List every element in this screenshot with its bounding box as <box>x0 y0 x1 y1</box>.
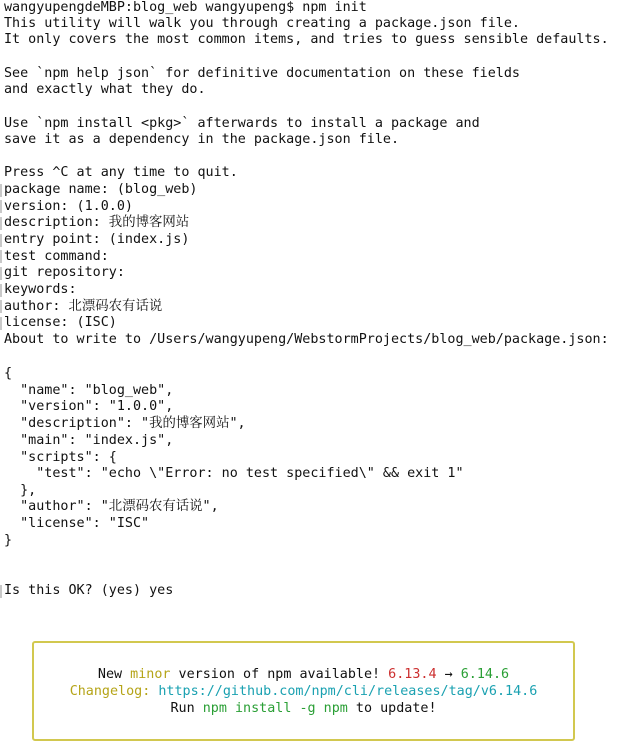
prompt-git-repository: git repository: <box>4 265 125 280</box>
json-line: "name": "blog_web", <box>4 383 174 398</box>
line-marker <box>0 300 2 313</box>
terminal-line: About to write to /Users/wangyupeng/WebstormProjects/blog_web/package.json: <box>4 332 609 347</box>
update-version-line <box>34 667 573 683</box>
json-line: "version": "1.0.0", <box>4 399 174 414</box>
prompt-package-name: package name: (blog_web) <box>4 182 198 197</box>
changelog-line <box>34 684 573 700</box>
prompt-version: version: (1.0.0) <box>4 199 133 214</box>
changelog-link[interactable]: https://github.com/npm/cli/releases/tag/v6.14.6 <box>158 684 538 699</box>
run-text: Run <box>170 701 203 716</box>
arrow-icon: → <box>436 667 461 682</box>
line-marker <box>0 317 2 330</box>
changelog-label: Changelog: <box>69 684 159 699</box>
prompt-entry-point: entry point: (index.js) <box>4 232 190 247</box>
terminal-line: Press ^C at any time to quit. <box>4 165 238 180</box>
terminal-line: save it as a dependency in the package.json file. <box>4 132 400 147</box>
json-line: "license": "ISC" <box>4 516 150 531</box>
update-new-text: New <box>97 667 131 682</box>
line-marker <box>0 284 2 297</box>
json-line: "main": "index.js", <box>4 433 174 448</box>
terminal-line-prompt: wangyupengdeMBP:blog_web wangyupeng$ npm init <box>4 0 367 15</box>
update-minor-text: minor <box>130 667 171 682</box>
terminal-line: See `npm help json` for definitive documentation on these fields <box>4 66 520 81</box>
update-command: npm install -g npm <box>202 701 348 716</box>
line-marker <box>0 184 2 197</box>
json-line: } <box>4 533 13 548</box>
prompt-keywords: keywords: <box>4 282 77 297</box>
line-marker <box>0 250 2 263</box>
npm-update-notice <box>32 641 575 741</box>
line-marker <box>0 267 2 280</box>
terminal-line: It only covers the most common items, and tries to guess sensible defaults. <box>4 32 609 47</box>
terminal-line: This utility will walk you through creating a package.json file. <box>4 16 520 31</box>
json-line: }, <box>4 483 37 498</box>
prompt-confirm: Is this OK? (yes) yes <box>4 583 174 598</box>
json-line: "description": "我的博客网站", <box>4 416 246 431</box>
terminal-line: and exactly what they do. <box>4 82 206 97</box>
prompt-description: description: 我的博客网站 <box>4 215 190 230</box>
json-line: "scripts": { <box>4 450 117 465</box>
update-available-text: version of npm available! <box>170 667 389 682</box>
json-line: { <box>4 366 13 381</box>
prompt-author: author: 北漂码农有话说 <box>4 299 163 314</box>
json-line: "author": "北漂码农有话说", <box>4 499 219 514</box>
terminal-line: Use `npm install <pkg>` afterwards to install a package and <box>4 116 480 131</box>
prompt-test-command: test command: <box>4 249 109 264</box>
json-line: "test": "echo \"Error: no test specified\" && exit 1" <box>4 466 464 481</box>
prompt-license: license: (ISC) <box>4 315 117 330</box>
old-version: 6.13.4 <box>388 667 437 682</box>
line-marker <box>0 200 2 213</box>
line-marker <box>0 234 2 247</box>
update-command-line <box>34 701 573 717</box>
new-version: 6.14.6 <box>460 667 510 682</box>
line-marker <box>0 217 2 230</box>
line-marker <box>0 585 2 598</box>
update-suffix-text: to update! <box>347 701 437 716</box>
